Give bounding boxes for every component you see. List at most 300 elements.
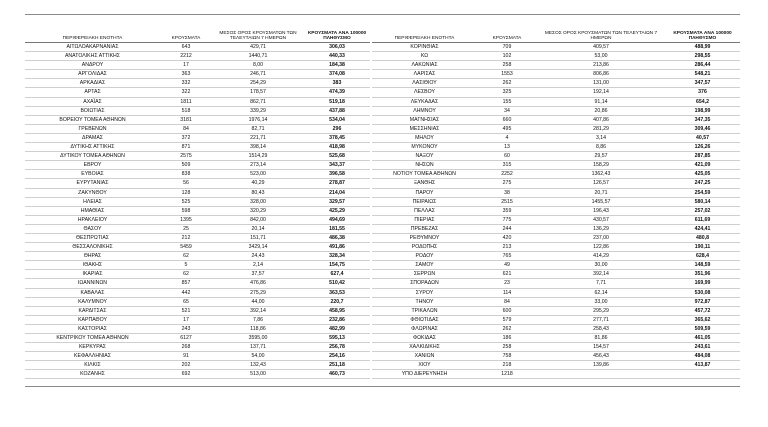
cell-per100k: 437,88 [329, 107, 345, 114]
table-row [25, 152, 370, 161]
cell-cases: 262 [502, 80, 512, 87]
cell-per100k: 214,04 [329, 189, 345, 196]
table-row [25, 43, 370, 52]
cell-avg7: 137,71 [250, 344, 266, 351]
cell-region: ΑΡΓΟΛΙΔΑΣ [78, 71, 107, 78]
table-row [25, 179, 370, 188]
cell-region: ΛΕΥΚΑΔΑΣ [410, 98, 439, 105]
cell-per100k: 306,03 [329, 44, 345, 50]
cell-region: ΝΑΞΟΥ [415, 153, 434, 160]
cell-region: ΤΡΙΚΑΛΩΝ [411, 307, 438, 314]
table-row [25, 234, 370, 243]
cell-per100k: 510,42 [329, 280, 345, 287]
cell-cases: 2515 [501, 198, 513, 205]
cell-avg7: 192,14 [593, 89, 609, 96]
cell-avg7: 37,57 [251, 271, 265, 278]
cell-region: ΠΕΛΛΑΣ [414, 207, 435, 214]
bottom-rule [25, 386, 740, 387]
table-row [25, 261, 370, 270]
cell-avg7: 273,14 [250, 162, 266, 169]
cell-cases: 5459 [180, 244, 192, 251]
cell-cases: 17 [183, 62, 189, 69]
left-table-header [25, 22, 370, 43]
cell-avg7: 392,14 [250, 307, 266, 314]
cell-cases: 838 [181, 171, 191, 178]
cell-region: ΒΟΙΩΤΙΑΣ [80, 107, 105, 114]
cell-cases: 65 [183, 298, 189, 305]
cell-avg7: 523,00 [250, 171, 266, 178]
cell-per100k: 425,05 [694, 171, 711, 178]
cell-per100k: 488,99 [694, 44, 711, 50]
cell-cases: 2212 [180, 53, 192, 60]
cell-region: ΚΑΡΠΑΘΟΥ [78, 316, 107, 323]
cell-region: ΜΥΚΟΝΟΥ [411, 144, 438, 151]
cell-per100k: 278,87 [329, 180, 345, 187]
table-row [25, 352, 370, 361]
table-row [25, 307, 370, 316]
cell-per100k: 328,34 [329, 253, 345, 260]
cell-avg7: 91,14 [594, 98, 608, 105]
table-row [25, 116, 370, 125]
cell-cases: 258 [502, 344, 512, 351]
cell-cases: 202 [181, 362, 191, 369]
cell-per100k: 40,57 [696, 134, 709, 141]
cell-cases: 359 [502, 207, 512, 214]
cell-avg7: 409,57 [593, 44, 609, 50]
table-row [25, 334, 370, 343]
table-row [372, 370, 740, 379]
cell-per100k: 530,08 [694, 289, 711, 296]
cell-avg7: 320,29 [250, 207, 266, 214]
table-row [25, 170, 370, 179]
table-row [372, 316, 740, 325]
cell-region: ΑΙΤΩΛΟΑΚΑΡΝΑΝΙΑΣ [66, 44, 119, 50]
table-row [372, 198, 740, 207]
table-row [25, 216, 370, 225]
cell-region: ΒΟΡΕΙΟΥ ΤΟΜΕΑ ΑΘΗΝΩΝ [59, 116, 126, 123]
table-row [372, 325, 740, 334]
table-row [372, 289, 740, 298]
table-row [372, 343, 740, 352]
table-row [25, 343, 370, 352]
table-row [372, 116, 740, 125]
header-avg7: ΜΕΣΟΣ ΟΡΟΣ ΚΡΟΥΣΜΑΤΩΝ ΤΩΝ ΤΕΛΕΥΤΑΙΩΝ 7 ΗΜΕΡΩΝ [219, 30, 297, 42]
cell-region: ΔΥΤΙΚΗΣ ΑΤΤΙΚΗΣ [70, 144, 115, 151]
cell-cases: 275 [502, 180, 512, 187]
cell-avg7: 1440,71 [248, 53, 268, 60]
cell-avg7: 7,86 [252, 316, 264, 323]
cell-per100k: 309,46 [694, 125, 711, 132]
cell-cases: 6127 [180, 335, 192, 341]
cell-per100k: 440,33 [329, 53, 345, 60]
cell-cases: 509 [181, 162, 191, 169]
table-row [25, 107, 370, 116]
cell-per100k: 256,78 [329, 344, 345, 351]
cell-cases: 600 [502, 307, 512, 314]
table-row [372, 261, 740, 270]
cell-avg7: 1514,29 [248, 153, 268, 160]
table-row [372, 361, 740, 370]
cell-cases: 518 [181, 107, 191, 114]
cell-region: ΤΗΝΟΥ [415, 298, 434, 305]
table-row [372, 234, 740, 243]
cell-per100k: 374,08 [329, 71, 345, 78]
table-row [372, 298, 740, 307]
cell-cases: 17 [183, 316, 189, 323]
table-row [25, 225, 370, 234]
cell-avg7: 430,57 [593, 216, 609, 223]
cell-per100k: 254,59 [694, 189, 711, 196]
table-row [25, 361, 370, 370]
cell-cases: 84 [504, 298, 510, 305]
cell-cases: 495 [502, 125, 512, 132]
cell-region: ΧΑΛΚΙΔΙΚΗΣ [409, 344, 440, 351]
cell-region: ΛΗΜΝΟΥ [413, 107, 436, 114]
table-row [372, 98, 740, 107]
cell-cases: 363 [181, 71, 191, 78]
cell-cases: 38 [504, 189, 510, 196]
right-table-body [372, 43, 740, 379]
table-row [25, 161, 370, 170]
table-row [25, 61, 370, 70]
cell-per100k: 181,55 [329, 225, 345, 232]
cell-region: ΚΙΛΚΙΣ [84, 362, 101, 369]
cell-cases: 1218 [501, 371, 513, 378]
table-row [372, 352, 740, 361]
table-row [372, 125, 740, 134]
cell-per100k: 595,13 [329, 335, 345, 341]
cell-avg7: 29,57 [594, 153, 608, 160]
cell-avg7: 328,00 [250, 198, 266, 205]
cell-region: ΘΑΣΟΥ [83, 225, 102, 232]
cell-region: ΛΑΡΙΣΑΣ [413, 71, 436, 78]
cell-avg7: 53,00 [594, 53, 608, 60]
cell-region: ΥΠΟ ΔΙΕΡΕΥΝΗΣΗ [401, 371, 448, 378]
cell-avg7: 40,29 [251, 180, 265, 187]
cell-per100k: 461,05 [694, 335, 711, 341]
cell-region: ΦΘΙΩΤΙΔΑΣ [410, 316, 439, 323]
cell-cases: 213 [502, 244, 512, 251]
table-row [372, 107, 740, 116]
cell-avg7: 3,14 [595, 134, 607, 141]
cell-per100k: 460,73 [329, 371, 345, 378]
cell-region: ΘΕΣΠΡΩΤΙΑΣ [75, 234, 110, 241]
cell-region: ΑΡΤΑΣ [84, 89, 101, 96]
cell-per100k: 286,44 [694, 62, 711, 69]
cell-cases: 758 [502, 353, 512, 360]
cell-cases: 332 [181, 80, 191, 87]
cell-region: ΜΑΓΝΗΣΙΑΣ [409, 116, 440, 123]
cell-cases: 218 [502, 362, 512, 369]
cell-per100k: 627,4 [330, 271, 344, 278]
cell-cases: 62 [183, 271, 189, 278]
cell-region: ΔΡΑΜΑΣ [82, 134, 103, 141]
cell-avg7: 131,00 [593, 80, 609, 87]
cell-cases: 128 [181, 189, 191, 196]
cell-region: ΜΕΣΣΗΝΙΑΣ [409, 125, 440, 132]
cell-avg7: 429,71 [250, 44, 266, 50]
table-row [25, 279, 370, 288]
table-row [372, 170, 740, 179]
cell-avg7: 237,00 [593, 234, 609, 241]
cell-avg7: 154,57 [593, 344, 609, 351]
cell-avg7: 3595,00 [248, 335, 268, 341]
cell-region: ΙΚΑΡΙΑΣ [82, 271, 103, 278]
right-table [372, 22, 740, 379]
cell-per100k: 148,59 [694, 262, 711, 269]
table-row [25, 198, 370, 207]
cell-per100k: 580,14 [694, 198, 711, 205]
cell-avg7: 8,86 [595, 144, 607, 151]
cell-per100k: 494,69 [329, 216, 345, 223]
cell-cases: 579 [502, 316, 512, 323]
left-table [25, 22, 370, 379]
cell-avg7: 54,00 [251, 353, 265, 360]
cell-per100k: 254,16 [329, 353, 345, 360]
cell-region: ΚΑΛΥΜΝΟΥ [78, 298, 107, 305]
cell-cases: 268 [181, 344, 191, 351]
cell-per100k: 298,55 [694, 53, 711, 60]
cell-per100k: 486,38 [329, 234, 345, 241]
cell-region: ΛΕΣΒΟΥ [414, 89, 435, 96]
cell-avg7: 862,71 [250, 98, 266, 105]
cell-avg7: 254,29 [250, 80, 266, 87]
table-row [372, 134, 740, 143]
cell-cases: 372 [181, 134, 191, 141]
cell-avg7: 1976,14 [248, 116, 268, 123]
table-row [25, 270, 370, 279]
cell-cases: 3181 [180, 116, 192, 123]
cell-avg7: 414,29 [593, 253, 609, 260]
cell-region: ΗΜΑΘΙΑΣ [80, 207, 105, 214]
table-row [372, 334, 740, 343]
table-row [372, 43, 740, 52]
cell-region: ΛΑΣΙΘΙΟΥ [412, 80, 437, 87]
cell-cases: 1553 [501, 71, 513, 78]
cell-region: ΚΑΣΤΟΡΙΑΣ [78, 325, 107, 332]
cell-region: ΚΩ [420, 53, 429, 60]
header-avg7: ΜΕΣΟΣ ΟΡΟΣ ΚΡΟΥΣΜΑΤΩΝ ΤΩΝ ΤΕΛΕΥΤΑΙΩΝ 7 ΗΜΕΡΩΝ [544, 30, 658, 42]
table-row [25, 189, 370, 198]
cell-per100k: 421,09 [694, 162, 711, 169]
cell-avg7: 295,29 [593, 307, 609, 314]
cell-cases: 244 [502, 225, 512, 232]
cell-avg7: 392,14 [593, 271, 609, 278]
cell-per100k: 378,45 [329, 134, 345, 141]
cell-avg7: 1362,43 [591, 171, 611, 178]
cell-avg7: 118,86 [250, 325, 266, 332]
table-row [372, 207, 740, 216]
cell-cases: 262 [502, 325, 512, 332]
cell-region: ΔΥΤΙΚΟΥ ΤΟΜΕΑ ΑΘΗΝΩΝ [60, 153, 125, 160]
table-row [25, 298, 370, 307]
cell-avg7: 151,71 [250, 234, 266, 241]
cell-cases: 857 [181, 280, 191, 287]
cell-region: ΑΝΑΤΟΛΙΚΗΣ ΑΤΤΙΚΗΣ [64, 53, 121, 60]
cell-cases: 25 [183, 225, 189, 232]
cell-avg7: 126,57 [593, 180, 609, 187]
cell-avg7: 8,00 [252, 62, 264, 69]
table-row [372, 88, 740, 97]
table-row [25, 252, 370, 261]
cell-cases: 709 [502, 44, 512, 50]
cell-avg7: 62,14 [594, 289, 608, 296]
cell-cases: 60 [504, 153, 510, 160]
table-row [25, 143, 370, 152]
cell-region: ΚΟΖΑΝΗΣ [80, 371, 105, 378]
header-region: ΠΕΡΙΦΕΡΕΙΑΚΗ ΕΝΟΤΗΤΑ [394, 36, 455, 42]
cell-per100k: 534,04 [329, 116, 345, 123]
cell-cases: 521 [181, 307, 191, 314]
cell-region: ΗΛΕΙΑΣ [83, 198, 102, 205]
header-region: ΠΕΡΙΦΕΡΕΙΑΚΗ ΕΝΟΤΗΤΑ [62, 36, 123, 42]
cell-per100k: 243,61 [694, 344, 711, 351]
cell-cases: 775 [502, 216, 512, 223]
cell-cases: 315 [502, 162, 512, 169]
table-row [25, 70, 370, 79]
cell-region: ΣΠΟΡΑΔΩΝ [410, 280, 439, 287]
cell-per100k: 343,37 [329, 162, 345, 169]
header-cases: ΚΡΟΥΣΜΑΤΑ [492, 36, 522, 42]
cell-avg7: 136,29 [593, 225, 609, 232]
cell-avg7: 178,57 [250, 89, 266, 96]
table-row [372, 152, 740, 161]
table-row [372, 161, 740, 170]
cell-per100k: 418,98 [329, 144, 345, 151]
cell-cases: 102 [502, 53, 512, 60]
cell-per100k: 376 [698, 89, 707, 96]
cell-avg7: 44,00 [251, 298, 265, 305]
cell-cases: 84 [183, 125, 189, 132]
cell-avg7: 2,14 [252, 262, 264, 269]
cell-region: ΙΘΑΚΗΣ [82, 262, 103, 269]
cell-cases: 212 [181, 234, 191, 241]
cell-region: ΝΗΣΩΝ [415, 162, 434, 169]
cell-region: ΣΑΜΟΥ [415, 262, 434, 269]
cell-region: ΡΟΔΟΠΗΣ [411, 244, 438, 251]
table-row [25, 207, 370, 216]
cell-avg7: 158,29 [593, 162, 609, 169]
cell-per100k: 329,57 [329, 198, 345, 205]
cell-region: ΧΙΟΥ [418, 362, 431, 369]
cell-per100k: 351,96 [694, 271, 711, 278]
cell-per100k: 396,58 [329, 171, 345, 178]
cell-per100k: 424,41 [694, 225, 711, 232]
cell-cases: 621 [502, 271, 512, 278]
cell-region: ΣΥΡΟΥ [415, 289, 434, 296]
cell-per100k: 198,99 [694, 107, 711, 114]
cell-per100k: 425,29 [329, 207, 345, 214]
cell-per100k: 457,72 [694, 307, 711, 314]
cell-region: ΦΛΩΡΙΝΑΣ [411, 325, 438, 332]
cell-region: ΚΕΦΑΛΛΗΝΙΑΣ [74, 353, 111, 360]
cell-region: ΖΑΚΥΝΘΟΥ [78, 189, 107, 196]
cell-cases: 525 [181, 198, 191, 205]
table-row [372, 179, 740, 188]
cell-avg7: 139,86 [593, 362, 609, 369]
cell-region: ΚΕΡΚΥΡΑΣ [78, 344, 107, 351]
cell-cases: 114 [502, 289, 512, 296]
table-row [25, 88, 370, 97]
cell-region: ΠΙΕΡΙΑΣ [414, 216, 435, 223]
cell-region: ΕΒΡΟΥ [83, 162, 102, 169]
cell-cases: 91 [183, 353, 189, 360]
cell-avg7: 513,00 [250, 371, 266, 378]
header-per100k: ΚΡΟΥΣΜΑΤΑ ΑΝΑ 100000 ΠΛΗΘΥΣΜΟ [307, 30, 367, 42]
cell-avg7: 24,43 [251, 253, 265, 260]
table-row [25, 134, 370, 143]
cell-per100k: 548,21 [694, 71, 711, 78]
cell-region: ΜΗΛΟΥ [415, 134, 434, 141]
cell-avg7: 277,71 [593, 316, 609, 323]
cell-region: ΦΩΚΙΔΑΣ [412, 335, 437, 341]
cell-per100k: 220,7 [330, 298, 344, 305]
cell-region: ΠΡΕΒΕΖΑΣ [410, 225, 439, 232]
cell-avg7: 122,86 [593, 244, 609, 251]
cell-per100k: 484,08 [694, 353, 711, 360]
cell-region: ΠΑΡΟΥ [415, 189, 434, 196]
cell-per100k: 190,11 [694, 244, 711, 251]
cell-region: ΣΕΡΡΩΝ [413, 271, 436, 278]
cell-avg7: 213,86 [593, 62, 609, 69]
cell-avg7: 30,00 [594, 262, 608, 269]
cell-avg7: 20,14 [251, 225, 265, 232]
table-row [25, 325, 370, 334]
cell-cases: 13 [504, 144, 510, 151]
cell-per100k: 154,75 [329, 262, 345, 269]
cell-region: ΚΑΡΔΙΤΣΑΣ [78, 307, 107, 314]
cell-region: ΕΥΡΥΤΑΝΙΑΣ [76, 180, 109, 187]
cell-per100k: 628,4 [696, 253, 709, 260]
table-row [372, 307, 740, 316]
table-row [25, 125, 370, 134]
cell-per100k: 519,18 [329, 98, 345, 105]
cell-per100k: 474,39 [329, 89, 345, 96]
cell-per100k: 491,86 [329, 244, 345, 251]
cell-avg7: 806,86 [593, 71, 609, 78]
cell-avg7: 3429,14 [248, 244, 268, 251]
cell-per100k: 347,57 [694, 80, 711, 87]
table-row [25, 79, 370, 88]
cell-avg7: 246,71 [250, 71, 266, 78]
cell-region: ΠΕΙΡΑΙΩΣ [412, 198, 437, 205]
cell-cases: 598 [181, 207, 191, 214]
table-row [372, 279, 740, 288]
cell-cases: 1395 [180, 216, 192, 223]
cell-avg7: 132,43 [250, 362, 266, 369]
cell-avg7: 80,43 [251, 189, 265, 196]
cell-cases: 871 [181, 144, 191, 151]
cell-region: ΑΧΑΪΑΣ [83, 98, 102, 105]
cell-region: ΡΕΘΥΜΝΟΥ [409, 234, 440, 241]
cell-region: ΗΡΑΚΛΕΙΟΥ [77, 216, 108, 223]
table-row [372, 143, 740, 152]
cell-per100k: 232,86 [329, 316, 345, 323]
cell-per100k: 184,38 [329, 62, 345, 69]
cell-per100k: 480,8 [696, 234, 709, 241]
cell-avg7: 398,14 [250, 144, 266, 151]
cell-cases: 420 [502, 234, 512, 241]
table-row [25, 98, 370, 107]
cell-cases: 49 [504, 262, 510, 269]
cell-per100k: 169,99 [694, 280, 711, 287]
cell-cases: 2252 [501, 171, 513, 178]
cell-avg7: 82,71 [251, 125, 265, 132]
cell-region: ΘΕΣΣΑΛΟΝΙΚΗΣ [72, 244, 113, 251]
table-row [372, 79, 740, 88]
table-row [372, 225, 740, 234]
cell-cases: 5 [184, 262, 188, 269]
